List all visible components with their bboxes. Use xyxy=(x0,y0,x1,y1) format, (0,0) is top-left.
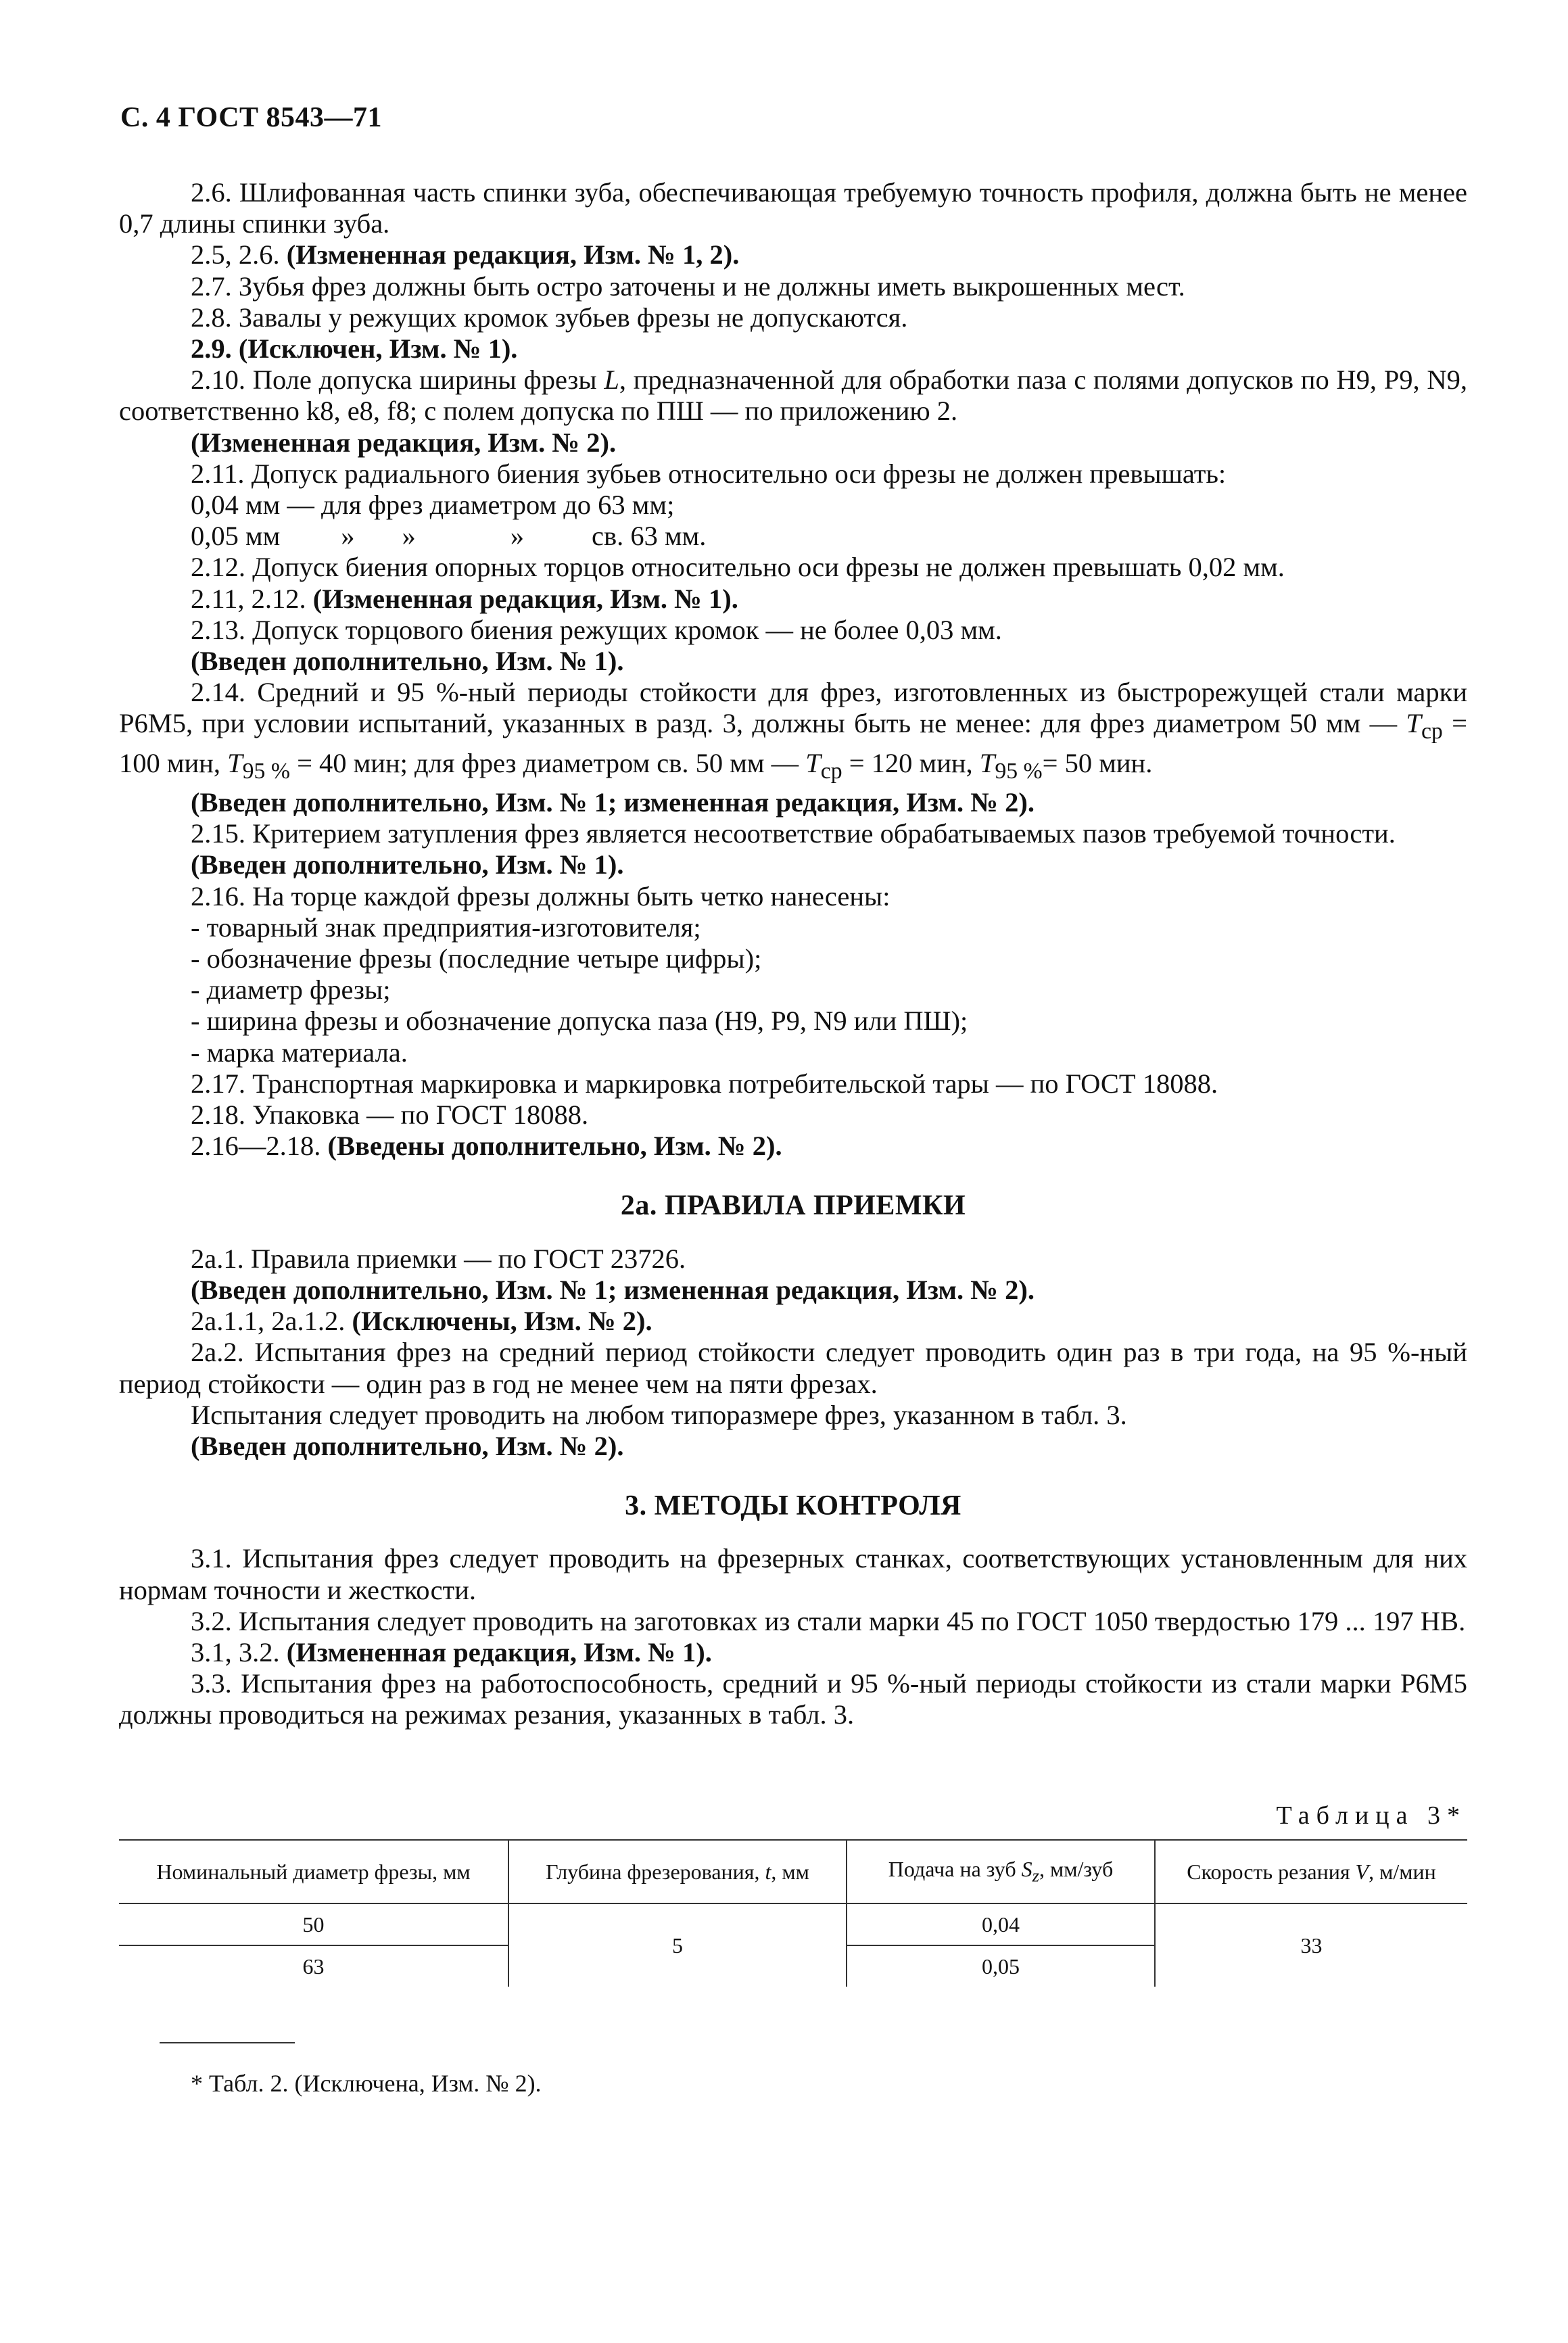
paragraph-2-11: 2.11. Допуск радиального биения зубьев относительно оси фрезы не должен превышать: xyxy=(191,458,1227,489)
text-part: = 50 мин. xyxy=(1042,747,1153,778)
note-text: (Исключены, Изм. № 2). xyxy=(352,1306,652,1337)
paragraph-2-14 xyxy=(119,677,1467,787)
cell-feed: 0,05 xyxy=(847,1945,1155,1987)
footnote: * Табл. 2. (Исключена, Изм. № 2). xyxy=(191,2070,542,2097)
list-item: - марка материала. xyxy=(191,1037,408,1068)
text-part: , предназначенной для обработки паза с полями допусков по Н9, Р9, N9, соответственно k8, е8, f8; с полем допуска по ПШ — по приложению 2. xyxy=(119,364,1467,427)
cell-diameter: 63 xyxy=(119,1945,508,1987)
note-ref: 3.1, 3.2. xyxy=(191,1636,287,1667)
paragraph-2-9: 2.9. (Исключен, Изм. № 1). xyxy=(191,333,518,364)
footnote-divider xyxy=(160,2042,295,2043)
note-ref: 2а.1.1, 2а.1.2. xyxy=(191,1306,352,1337)
header-speed xyxy=(1155,1840,1467,1903)
amendment-note xyxy=(119,1131,1467,1162)
amendment-note: (Введен дополнительно, Изм. № 1). xyxy=(191,646,624,677)
paragraph-2-15: 2.15. Критерием затупления фрез является несоответствие обрабатываемых пазов требуемой точности. xyxy=(191,818,1396,849)
amendment-note: (Введен дополнительно, Изм. № 1; измененная редакция, Изм. № 2). xyxy=(191,1274,1035,1305)
text-part: = 120 мин, xyxy=(842,747,980,778)
amendment-note: (Введен дополнительно, Изм. № 2). xyxy=(191,1430,624,1461)
text-part: 0,05 мм xyxy=(191,521,281,552)
list-item: - обозначение фрезы (последние четыре цифры); xyxy=(191,943,762,974)
variable-T: T xyxy=(1406,708,1421,739)
paragraph-2-8: 2.8. Завалы у режущих кромок зубьев фрезы не допускаются. xyxy=(191,302,908,333)
ditto-mark: » xyxy=(341,521,355,552)
header-diameter: Номинальный диаметр фрезы, мм xyxy=(119,1840,508,1903)
amendment-note: (Введен дополнительно, Изм. № 1; измененная редакция, Изм. № 2). xyxy=(191,787,1035,818)
paragraph-3-2: 3.2. Испытания следует проводить на заготовках из стали марки 45 по ГОСТ 1050 твердостью 179 ... 197 НВ. xyxy=(191,1605,1466,1636)
table-caption: Таблица 3* xyxy=(1276,1801,1467,1830)
header-text: Подача на зуб xyxy=(888,1857,1022,1882)
cell-depth: 5 xyxy=(508,1903,847,1987)
paragraph-2-7: 2.7. Зубья фрез должны быть остро заточены и не должны иметь выкрошенных мест. xyxy=(191,270,1185,302)
ditto-mark: » xyxy=(510,521,525,552)
paragraph-2a-1: 2а.1. Правила приемки — по ГОСТ 23726. xyxy=(191,1243,686,1274)
paragraph-2-18: 2.18. Упаковка — по ГОСТ 18088. xyxy=(191,1099,589,1131)
table-header-row xyxy=(119,1840,1467,1903)
paragraph-3-1: 3.1. Испытания фрез следует проводить на фрезерных станках, соответствующих установленным для них нормам точности и жесткости. xyxy=(119,1543,1467,1605)
section-title-3: 3. МЕТОДЫ КОНТРОЛЯ xyxy=(625,1490,961,1522)
note-text: (Введены дополнительно, Изм. № 2). xyxy=(327,1131,782,1162)
list-item: - товарный знак предприятия-изготовителя; xyxy=(191,912,701,943)
cell-feed: 0,04 xyxy=(847,1903,1155,1945)
paragraph-2-17: 2.17. Транспортная маркировка и маркировка потребительской тары — по ГОСТ 18088. xyxy=(191,1068,1218,1099)
header-depth xyxy=(508,1840,847,1903)
paragraph-2-13: 2.13. Допуск торцового биения режущих кромок — не более 0,03 мм. xyxy=(191,614,1002,645)
subscript: 95 % xyxy=(995,758,1043,784)
table-3 xyxy=(119,1839,1467,1987)
variable-V: V xyxy=(1355,1859,1369,1884)
header-text: Скорость резания xyxy=(1187,1859,1356,1884)
paragraph-2a-2-cont: Испытания следует проводить на любом типоразмере фрез, указанном в табл. 3. xyxy=(191,1399,1127,1430)
amendment-note xyxy=(119,239,1467,270)
text-part: св. 63 мм. xyxy=(592,521,707,552)
note-text: (Измененная редакция, Изм. № 1). xyxy=(312,583,738,614)
amendment-note xyxy=(119,584,1467,615)
cell-speed: 33 xyxy=(1300,1933,1323,1958)
header-text: , мм/зуб xyxy=(1039,1857,1114,1882)
list-item: - диаметр фрезы; xyxy=(191,974,391,1005)
variable-t: t xyxy=(765,1859,771,1884)
subscript: ср xyxy=(1421,719,1443,744)
amendment-note xyxy=(119,1306,1467,1337)
paragraph-2-10 xyxy=(119,364,1467,427)
list-item: - ширина фрезы и обозначение допуска паза (Н9, Р9, N9 или ПШ); xyxy=(191,1005,968,1037)
paragraph-2-6: 2.6. Шлифованная часть спинки зуба, обеспечивающая требуемую точность профиля, должна быть не менее 0,7 длины спинки зуба. xyxy=(119,177,1467,239)
subscript: 95 % xyxy=(242,758,290,784)
paragraph-2-16: 2.16. На торце каждой фрезы должны быть четко нанесены: xyxy=(191,880,890,912)
note-text: (Измененная редакция, Изм. № 1, 2). xyxy=(286,239,740,270)
header-text: Глубина фрезерования, xyxy=(546,1859,765,1884)
document-body xyxy=(119,177,1467,1731)
ditto-mark: » xyxy=(402,521,416,552)
amendment-note: (Введен дополнительно, Изм. № 1). xyxy=(191,849,624,880)
text-part: = 100 мин, xyxy=(119,708,1468,778)
note-ref: 2.16—2.18. xyxy=(191,1131,328,1162)
text-part: = 40 мин; для фрез диаметром св. 50 мм — xyxy=(289,747,806,778)
header-feed xyxy=(847,1840,1155,1903)
section-title-2a: 2а. ПРАВИЛА ПРИЕМКИ xyxy=(620,1190,966,1222)
page-header: С. 4 ГОСТ 8543—71 xyxy=(120,102,383,133)
variable-L: L xyxy=(604,364,619,396)
table-row xyxy=(119,1903,1467,1945)
cell-diameter: 50 xyxy=(119,1903,508,1945)
paragraph-2a-2: 2а.2. Испытания фрез на средний период стойкости следует проводить один раз в три года, на 95 %-ный период стойкости — один раз в год не менее чем на пяти фрезах. xyxy=(119,1337,1467,1399)
variable-T: T xyxy=(979,747,995,778)
header-text: , мм xyxy=(771,1859,809,1884)
note-ref: 2.5, 2.6. xyxy=(191,239,287,270)
subscript: ср xyxy=(820,758,842,784)
list-line: 0,04 мм — для фрез диаметром до 63 мм; xyxy=(191,490,675,521)
paragraph-2-12: 2.12. Допуск биения опорных торцов относительно оси фрезы не должен превышать 0,02 мм. xyxy=(191,552,1285,583)
variable-S: S xyxy=(1021,1857,1032,1882)
paragraph-3-3: 3.3. Испытания фрез на работоспособность, средний и 95 %-ный периоды стойкости из стали марки Р6М5 должны проводиться на режимах резания, указанных в табл. 3. xyxy=(119,1668,1467,1730)
variable-T: T xyxy=(805,747,821,778)
variable-T: T xyxy=(227,747,243,778)
list-line xyxy=(119,521,1467,552)
amendment-note: (Измененная редакция, Изм. № 2). xyxy=(191,427,617,458)
amendment-note xyxy=(119,1637,1467,1668)
note-ref: 2.11, 2.12. xyxy=(191,583,313,614)
text-part: 2.14. Средний и 95 %-ный периоды стойкости для фрез, изготовленных из быстрорежущей стали марки Р6М5, при условии испытаний, указанных в разд. 3, должны быть не менее: для фрез диаметром 50 мм — xyxy=(119,677,1467,739)
note-text: (Измененная редакция, Изм. № 1). xyxy=(286,1636,712,1667)
header-text: , м/мин xyxy=(1369,1859,1436,1884)
text-part: 2.10. Поле допуска ширины фрезы xyxy=(191,364,604,396)
subscript-z: z xyxy=(1032,1865,1039,1886)
